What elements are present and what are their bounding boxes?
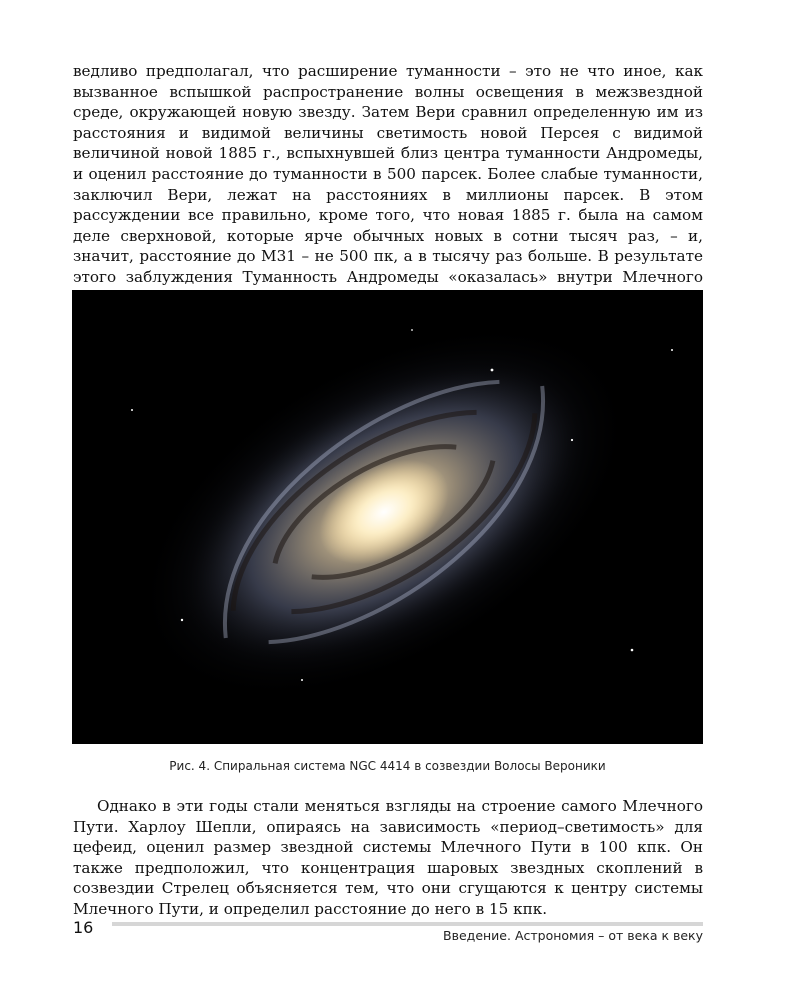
running-title: Введение. Астрономия – от века к веку [443,928,703,943]
galaxy-photo [72,290,703,744]
body-paragraph-bottom-text: Однако в эти годы стали меняться взгляды на строение самого Млечного Пути. Харлоу Шепли, опираясь на зависимость «период–светимость» для цефеид, оценил размер звездной системы Млечного Пути в 100 кпк. Он также предположил, что концентрация шаровых звездных скоплений в созвездии Стрелец объясняется тем, что они сгущаются к центру системы Млечного Пути, и определил расстояние до него в 15 кпк. [73,797,703,918]
body-paragraph-top: ведливо предполагал, что расширение туманности – это не что иное, как вызванное вспышкой распространение волны освещения в межзвездной среде, окружающей новую звезду. Затем Вери сравнил определенную им из расстояния и видимой величины светимость новой Персея с видимой величиной новой 1885 г., вспыхнувшей близ центра туманности Андромеды, и оценил расстояние до туманности в 500 парсек. Более слабые туманности, заключил Вери, лежат на расстояниях в миллионы парсек. В этом рассуждении все правильно, кроме того, что новая 1885 г. была на самом деле сверхновой, которые ярче обычных новых в сотни тысяч раз, – и, значит, расстояние до M31 – не 500 пк, а в тысячу раз больше. В результате этого заблуждения Туманность Андромеды «оказалась» внутри Млечного [73,62,703,286]
body-paragraph-bottom [73,796,703,920]
page-number: 16 [73,918,94,937]
figure-caption: Рис. 4. Спиральная система NGC 4414 в созвездии Волосы Вероники [169,759,606,773]
footer-rule [112,922,703,926]
galaxy-image [72,290,703,744]
